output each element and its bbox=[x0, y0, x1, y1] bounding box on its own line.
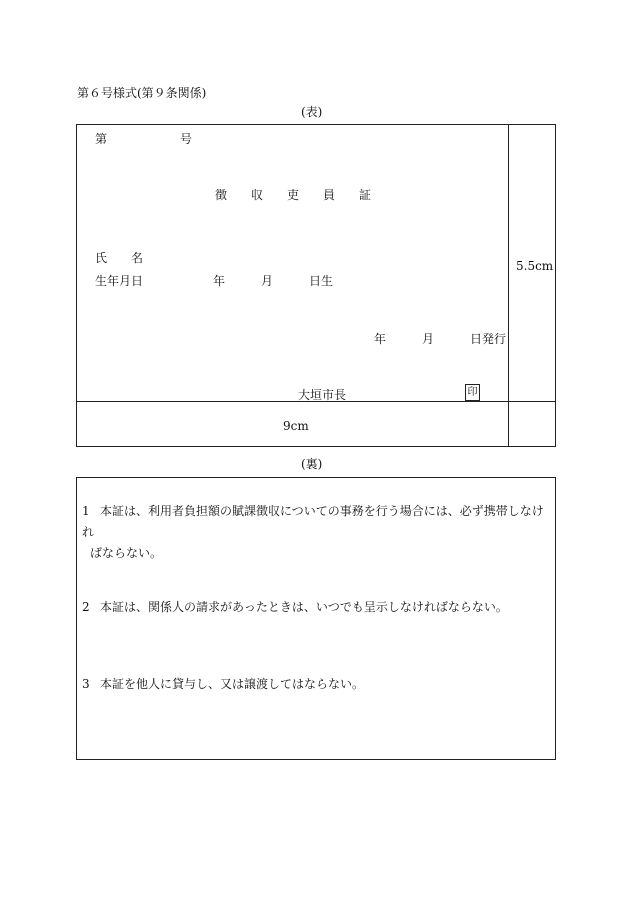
birth-label: 生年月日 bbox=[95, 274, 144, 288]
issuer: 大垣市長 bbox=[298, 388, 347, 402]
item-number: 2 bbox=[82, 600, 90, 614]
number-label-dai: 第 bbox=[95, 132, 108, 146]
issue-date: 年 月 日発行 bbox=[374, 332, 507, 346]
height-dimension: 5.5cm bbox=[516, 259, 554, 273]
width-dimension: 9cm bbox=[283, 419, 309, 433]
item-number: 3 bbox=[82, 677, 90, 691]
form-title: 第６号様式(第９条関係) bbox=[77, 86, 207, 100]
item-text-line1: 本証は、利用者負担額の賦課徴収についての事務を行う場合には、必ず携帯しなけれ bbox=[82, 504, 544, 539]
number-label-go: 号 bbox=[180, 132, 193, 146]
name-label: 氏 名 bbox=[95, 251, 144, 265]
back-item-1 bbox=[82, 501, 552, 564]
item-text-line2: ばならない。 bbox=[90, 546, 163, 560]
back-item-2 bbox=[82, 597, 552, 618]
item-text-line1: 本証は、関係人の請求があったときは、いつでも呈示しなければならない。 bbox=[100, 600, 508, 614]
birth-date: 年 月 日生 bbox=[213, 274, 334, 288]
seal-box: 印 bbox=[465, 384, 480, 401]
front-heading: (表) bbox=[301, 105, 323, 119]
card-title: 徴 収 吏 員 証 bbox=[215, 188, 372, 202]
item-number: 1 bbox=[82, 504, 90, 518]
back-heading: (裏) bbox=[301, 457, 323, 471]
item-text-line1: 本証を他人に貸与し、又は譲渡してはならない。 bbox=[100, 677, 365, 691]
front-vertical-divider bbox=[508, 124, 509, 447]
back-item-3 bbox=[82, 674, 552, 695]
